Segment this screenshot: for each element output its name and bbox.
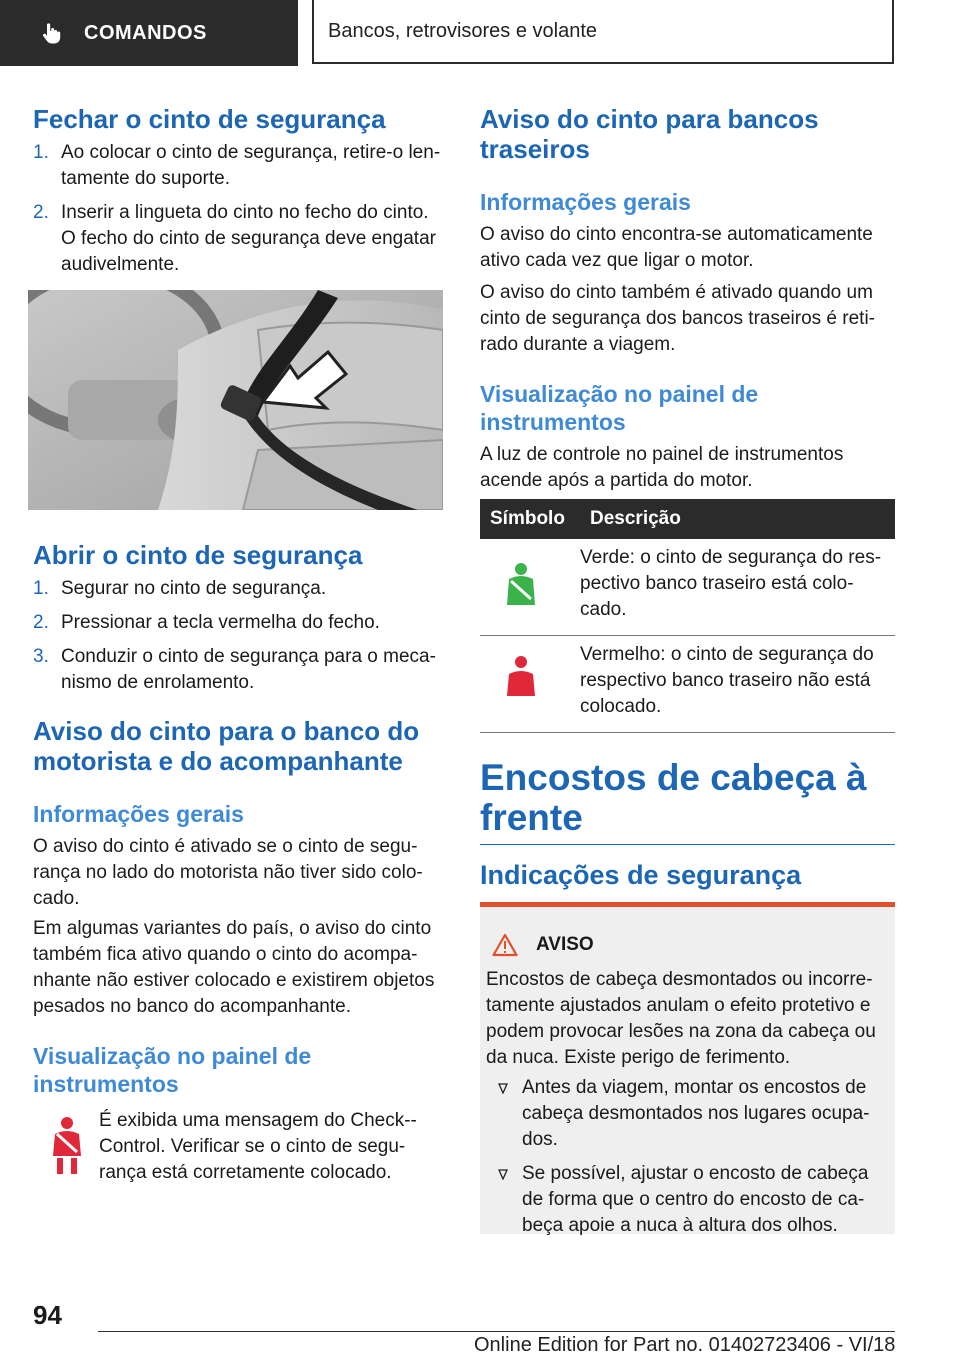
general-info-title: Informações gerais <box>480 189 691 215</box>
title-line: instrumentos <box>33 1071 179 1097</box>
seatbelt-green-icon <box>480 539 560 627</box>
title-line: traseiros <box>480 134 590 164</box>
list-item <box>33 200 443 278</box>
list-item <box>33 644 443 696</box>
step-text: Segurar no cinto de segurança. <box>61 578 327 599</box>
list-item <box>33 610 443 636</box>
safety-notes-title: Indicações de segurança <box>480 860 802 890</box>
title-line: frente <box>480 797 583 838</box>
description-cell: Vermelho: o cinto de segurança do respectivo banco traseiro não está colocado. <box>580 636 895 733</box>
footer-edition: Online Edition for Part no. 01402723406 - VI/18 <box>474 1334 896 1356</box>
column-header-symbol: Símbolo <box>480 499 580 539</box>
rear-reminder-title <box>480 104 819 164</box>
title-line: motorista e do acompanhante <box>33 746 403 776</box>
title-line: Visualização no painel de <box>33 1043 312 1069</box>
table-row <box>480 539 895 636</box>
warning-box <box>480 902 895 1234</box>
paragraph: A luz de controle no painel de instrumentos acende após a partida do motor. <box>480 444 844 491</box>
list-item <box>486 1075 886 1153</box>
page-number: 94 <box>33 1300 62 1330</box>
step-number: 3. <box>33 646 49 667</box>
paragraph: Em algumas variantes do país, o aviso do cinto também fica ativo quando o cinto do acompa-nhante não estiver colocado e existirem objetos pesados no banco do acompanhante. <box>33 918 435 1017</box>
display-title <box>480 380 758 436</box>
footer-divider <box>98 1331 895 1332</box>
step-number: 2. <box>33 202 49 223</box>
fasten-steps <box>33 140 443 286</box>
driver-reminder-title <box>33 716 419 776</box>
step-number: 2. <box>33 612 49 633</box>
indicator-text: É exibida uma mensagem do Check--Control. Verificar se o cinto de segu-rança está corretamente colocado. <box>99 1110 417 1183</box>
title-line: Aviso do cinto para bancos <box>480 104 819 134</box>
column-header-description: Descrição <box>580 499 895 539</box>
symbol-cell <box>480 539 580 636</box>
warning-text: Encostos de cabeça desmontados ou incorre-tamente ajustados anulam o efeito protetivo e podem provocar lesões na zona da cabeça ou da nuca. Existe perigo de ferimento. <box>486 969 876 1068</box>
fasten-belt-title: Fechar o cinto de segurança <box>33 104 386 134</box>
paragraph: O aviso do cinto também é ativado quando um cinto de segurança dos bancos traseiros é reti-rado durante a viagem. <box>480 282 875 355</box>
step-number: 1. <box>33 578 49 599</box>
title-line: Aviso do cinto para o banco do <box>33 716 420 746</box>
hand-pointer-icon <box>40 21 64 45</box>
seatbelt-red-icon <box>480 636 560 724</box>
step-text: Pressionar a tecla vermelha do fecho. <box>61 612 380 633</box>
warning-header <box>492 933 594 957</box>
list-item <box>33 576 443 602</box>
list-item <box>33 140 443 192</box>
chapter-tab <box>312 0 894 64</box>
warning-triangle-icon <box>492 933 518 957</box>
paragraph: O aviso do cinto encontra-se automaticamente ativo cada vez que ligar o motor. <box>480 224 873 271</box>
step-text: Ao colocar o cinto de segurança, retire-o len-tamente do suporte. <box>61 142 441 189</box>
warning-bullets <box>486 1075 886 1247</box>
section-tab <box>0 0 298 66</box>
bullet-triangle-icon <box>498 1169 508 1180</box>
list-item <box>486 1161 886 1239</box>
table-header-row <box>480 499 895 539</box>
headrests-title <box>480 758 895 845</box>
bullet-text: Antes da viagem, montar os encostos de cabeça desmontados nos lugares ocupa-dos. <box>522 1077 870 1150</box>
symbol-cell <box>480 636 580 733</box>
paragraph: O aviso do cinto é ativado se o cinto de segu-rança no lado do motorista não tiver sido colo-cado. <box>33 836 423 909</box>
seatbelt-photo <box>28 290 443 510</box>
seatbelt-warning-red-icon <box>47 1116 87 1174</box>
display-title <box>33 1042 311 1098</box>
title-line: Encostos de cabeça à <box>480 757 867 798</box>
description-cell: Verde: o cinto de segurança do res-pectivo banco traseiro está colo-cado. <box>580 539 895 636</box>
step-text: Inserir a lingueta do cinto no fecho do cinto. O fecho do cinto de segurança deve engatar audivelmente. <box>61 202 436 275</box>
step-number: 1. <box>33 142 49 163</box>
table-row <box>480 636 895 733</box>
title-line: instrumentos <box>480 409 626 435</box>
bullet-text: Se possível, ajustar o encosto de cabeça de forma que o centro do encosto de ca-beça apoie a nuca à altura dos olhos. <box>522 1163 869 1236</box>
open-steps <box>33 576 443 704</box>
warning-label: AVISO <box>536 934 594 955</box>
general-info-title: Informações gerais <box>33 801 244 827</box>
bullet-triangle-icon <box>498 1083 508 1094</box>
step-text: Conduzir o cinto de segurança para o meca-nismo de enrolamento. <box>61 646 436 693</box>
symbol-table <box>480 499 895 733</box>
chapter-title: Bancos, retrovisores e volante <box>328 19 598 42</box>
page-header <box>0 0 960 66</box>
title-line: Visualização no painel de <box>480 381 759 407</box>
section-label: COMANDOS <box>84 21 207 44</box>
open-belt-title: Abrir o cinto de segurança <box>33 540 363 570</box>
